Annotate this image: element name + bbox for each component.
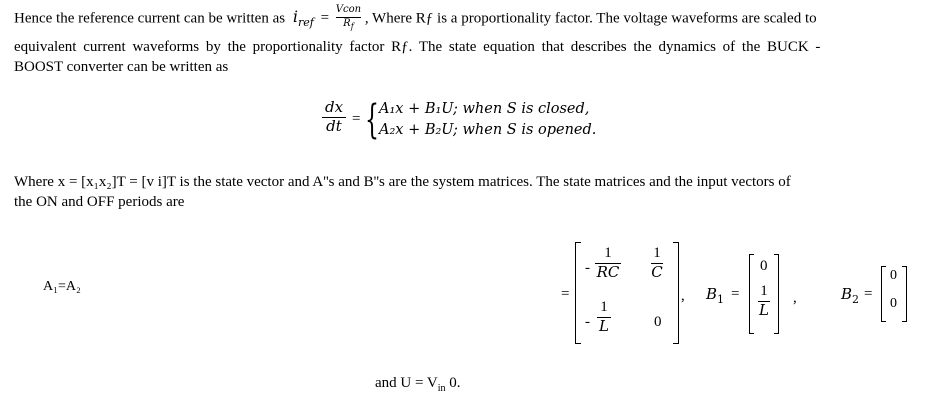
b2-r1: 0 [890, 268, 897, 283]
iref-symbol: $i_{ref}$ [292, 7, 314, 30]
a21-numerator: 1 [600, 299, 608, 315]
b2-equals: = [864, 286, 873, 302]
paragraph2-line1: Where x = [x₁x₂]T = [v i]T is the state vector and A''s and B''s are the system matrices. The state matrices and the input vectors of [14, 174, 791, 190]
a11-numerator: 1 [604, 245, 612, 261]
a12-fraction [651, 246, 663, 281]
b1-equals: = [731, 286, 740, 302]
paragraph1-intro: Hence the reference current can be written as [14, 10, 286, 27]
paragraph1-continuation: , Where Rƒ is a proportionality factor. The voltage waveforms are scaled to [364, 10, 817, 27]
b1-r2-denominator: L [759, 300, 769, 319]
a11-denominator: RC [596, 262, 620, 281]
b2-label: $B_2$ [841, 285, 860, 306]
cases-brace: { [365, 97, 379, 143]
iref-equals: = [320, 10, 330, 27]
b1-right-bracket [774, 254, 779, 334]
a-matrix [575, 242, 679, 344]
comma-after-b1: , [793, 290, 797, 306]
frac-numerator: Vcon [335, 4, 362, 15]
b2-matrix [881, 266, 907, 322]
b1-r2-numerator: 1 [760, 283, 768, 299]
comma-after-a: , [681, 288, 685, 304]
case-closed: A₁x + B₁U; when S is closed, [379, 101, 590, 117]
vcon-over-rf-fraction [336, 5, 361, 31]
a21-fraction [597, 300, 611, 335]
b2-r2: 0 [890, 296, 897, 311]
b2-left-bracket [881, 266, 886, 322]
closing-text: and U = V [375, 375, 438, 391]
b1-r1: 0 [760, 258, 768, 274]
state-equation-equals: = [352, 111, 361, 127]
paragraph1-line2: equivalent current waveforms by the proportionality factor Rƒ. The state equation that describes the dynamics of the BUCK - [14, 39, 821, 55]
frac-denominator: $R_f$ [343, 17, 354, 31]
b1-left-bracket [749, 254, 754, 334]
a21-denominator: L [599, 316, 609, 335]
a-matrix-right-bracket [673, 242, 679, 344]
case-opened: A₂x + B₂U; when S is opened. [379, 122, 597, 138]
b2-right-bracket [902, 266, 907, 322]
a11-fraction [595, 246, 621, 281]
a12-numerator: 1 [653, 245, 661, 261]
closing-line [375, 375, 461, 394]
a21-sign: - [585, 314, 590, 330]
dx-dt-fraction [322, 100, 346, 135]
a1-a2-label: A₁=A₂ [43, 279, 81, 294]
a22-value: 0 [654, 314, 662, 330]
a11-sign: - [585, 260, 590, 276]
closing-end: 0. [445, 375, 461, 391]
a-matrix-left-bracket [575, 242, 581, 344]
closing-subscript: in [437, 383, 446, 394]
b1-r2-fraction [758, 284, 770, 319]
b1-label: $B_1$ [706, 285, 725, 306]
paragraph2-line2: the ON and OFF periods are [14, 194, 185, 210]
matrix-equals: = [561, 286, 570, 302]
paragraph1-line1 [14, 6, 817, 32]
dx-numerator: dx [324, 98, 344, 116]
a12-denominator: C [651, 262, 663, 281]
paragraph1-line3: BOOST converter can be written as [14, 59, 229, 75]
dt-denominator: dt [326, 116, 342, 135]
b1-matrix [749, 254, 779, 334]
